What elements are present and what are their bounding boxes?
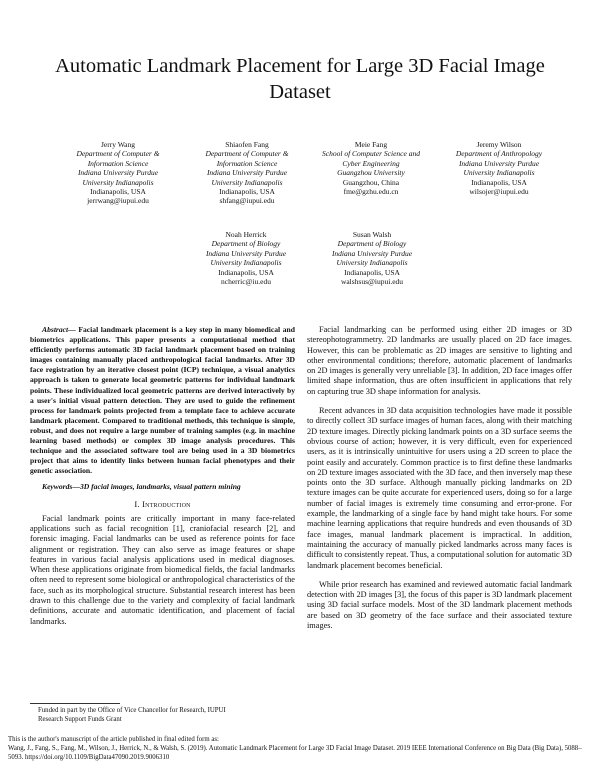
author-department-line2: Information Science — [216, 158, 278, 168]
author-institution: Indiana University Purdue — [205, 248, 287, 258]
author-institution-line2: University Indianapolis — [211, 177, 283, 187]
section-numeral: I. — [134, 499, 140, 510]
author-institution-line2: University Indianapolis — [210, 258, 282, 268]
author-location: Indianapolis, USA — [219, 187, 275, 197]
paper-title: Automatic Landmark Placement for Large 3D Facial Image Dataset — [55, 55, 545, 103]
abstract — [30, 325, 295, 476]
author-location: Indianapolis, USA — [344, 267, 400, 277]
author-institution: Indiana University Purdue — [458, 158, 540, 168]
author-email: walshsus@iupui.edu — [340, 277, 404, 287]
author-department: Department of Computer & — [76, 149, 160, 159]
author-institution: Indiana University Purdue — [331, 248, 413, 258]
author-location: Indianapolis, USA — [218, 267, 274, 277]
author-email: ncherric@iu.edu — [220, 277, 271, 287]
footnote-divider — [30, 703, 120, 704]
right-paragraph-1: Facial landmarking can be performed using either 2D images or 3D stereophotogrammetry. 2D landmarks are usually placed on 2D face images. However, this can be problematic as 2D images are sensitive to lighting and other environmental conditions; therefore, automatic placement of landmarks on 2D images is generally very unreliable [3]. In addition, 2D face images offer limited shape information, thus are often insufficient in applications that rely on capturing true 3D shape information for analysis. — [307, 325, 572, 396]
author-institution: Guangzhou University — [337, 168, 405, 178]
left-column — [30, 325, 295, 627]
funding-footnote — [38, 707, 288, 724]
author-email: shfang@iupui.edu — [219, 196, 275, 206]
author-institution-line2: University Indianapolis — [463, 168, 535, 178]
author-institution: Indiana University Purdue — [206, 168, 288, 178]
author-department-line2: Information Science — [87, 158, 149, 168]
author-block — [424, 140, 574, 196]
section-title: Introduction — [142, 499, 191, 510]
author-institution-line2: University Indianapolis — [82, 177, 154, 187]
authors-row-2 — [0, 230, 600, 300]
abstract-lead: Abstract— — [42, 325, 76, 334]
footnote-line-2: Research Support Funds Grant — [38, 715, 122, 723]
author-email: jerrwang@iupui.edu — [87, 196, 149, 206]
author-department: Department of Computer & — [205, 149, 289, 159]
author-department-line2: Cyber Engineering — [342, 158, 400, 168]
right-paragraph-2: Recent advances in 3D data acquisition technologies have made it possible to directly collect 3D surface images of human faces, along with their matching 2D texture images. Directly picking landmark points on a 3D surface seems the obvious course of action; however, it is very difficult, even for experienced users, as it is intrinsically unintuitive for users using a 2D screen to place the point easily and accurately. Common practice is to first define these landmarks on 2D texture images associated with the 3D face, and then inversely map these points onto the 3D surface. Although manually picking landmarks on 2D texture images can be quite accurate for experienced users, doing so for a large number of facial images is extremely time consuming and error-prone. For example, the landmarking of a single face by hand might take hours. For some machine learning applications that require hundreds and even thousands of 3D face images, manual landmark placement is impractical. In addition, maintaining the accuracy of manually picked landmarks across many faces is difficult to consistently repeat. Thus, a computational solution for automatic 3D landmark placement becomes beneficial. — [307, 406, 572, 570]
manuscript-note — [8, 736, 592, 762]
author-name: Jerry Wang — [100, 140, 136, 149]
authors-row-1 — [0, 140, 600, 210]
author-email: fme@gzhu.edu.cn — [343, 187, 399, 197]
manuscript-citation: Wang, J., Fang, S., Fang, M., Wilson, J., Herrick, N., & Walsh, S. (2019). Automatic Landmark Placement for Large 3D Facial Image Dataset. 2019 IEEE International Conference on Big Data (Big Data), 5088–5093. https://doi.org/10.1109/BigData47090.2019.9006310 — [8, 744, 582, 761]
author-institution-line2: University Indianapolis — [336, 258, 408, 268]
author-department: Department of Anthropology — [455, 149, 543, 159]
author-department: Department of Biology — [211, 239, 281, 249]
right-column — [307, 325, 572, 631]
author-department: School of Computer Science and — [322, 149, 420, 159]
author-name: Susan Walsh — [352, 230, 392, 239]
abstract-text: Facial landmark placement is a key step in many biomedical and biometrics applications. This paper presents a computational method that efficiently performs automatic 3D facial landmark placement based on training images containing manually placed anthropological facial landmarks. After 3D face registration by an iterative closest point (ICP) technique, a visual analytics approach is taken to generate local geometric patterns for individual landmark points. These individualized local geometric patterns are derived interactively by a user's initial visual pattern detection. They are used to guide the refinement process for landmark points projected from a template face to achieve accurate landmark placement. Compared to traditional methods, this technique is simple, robust, and does not require a large number of training samples (e.g. in machine learning based methods) or complex 3D image analysis procedures. This technique and the associated software tool are being used in a 3D biometrics project that aims to identify links between human facial phenotypes and their genetic association. — [30, 325, 295, 476]
author-block — [297, 230, 447, 286]
author-name: Jeremy Wilson — [476, 140, 522, 149]
intro-paragraph-1: Facial landmark points are critically important in many face-related applications such as facial recognition [1], craniofacial research [2], and forensic imaging. Facial landmarks can be used as reference points for face alignment or registration. They can also serve as image features or shape features in various facial analysis applications used in medical diagnoses. When these applications originate from biomedical fields, the facial landmarks often need to represent some biological or anthropological characteristics of the face, such as its morphological structure. Substantial research interest has been drawn to this challenge due to the variety and complexity of facial landmark definitions, accurate and automatic identification, and placement of facial landmarks. — [30, 513, 295, 626]
manuscript-line-1: This is the author's manuscript of the article published in final edited form as: — [8, 736, 219, 743]
author-institution: Indiana University Purdue — [77, 168, 159, 178]
keywords: Keywords—3D facial images, landmarks, visual pattern mining — [42, 482, 241, 492]
author-name: Noah Herrick — [225, 230, 267, 239]
footnote-line-1: Funded in part by the Office of Vice Chancellor for Research, IUPUI — [38, 707, 226, 714]
author-name: Meie Fang — [354, 140, 388, 149]
author-email: wilsojer@iupui.edu — [469, 187, 529, 197]
right-paragraph-3: While prior research has examined and reviewed automatic facial landmark detection with 2D images [3], the focus of this paper is 3D landmark placement using 3D facial surface models. Most of the 3D landmark placement methods are based on 3D geometry of the face surface and their associated texture images. — [307, 579, 572, 631]
author-location: Indianapolis, USA — [471, 177, 527, 187]
author-name: Shiaofen Fang — [225, 140, 269, 149]
author-location: Guangzhou, China — [342, 177, 400, 187]
section-heading-introduction — [30, 499, 295, 509]
author-block — [43, 140, 193, 206]
author-location: Indianapolis, USA — [90, 187, 146, 197]
author-department: Department of Biology — [337, 239, 407, 249]
